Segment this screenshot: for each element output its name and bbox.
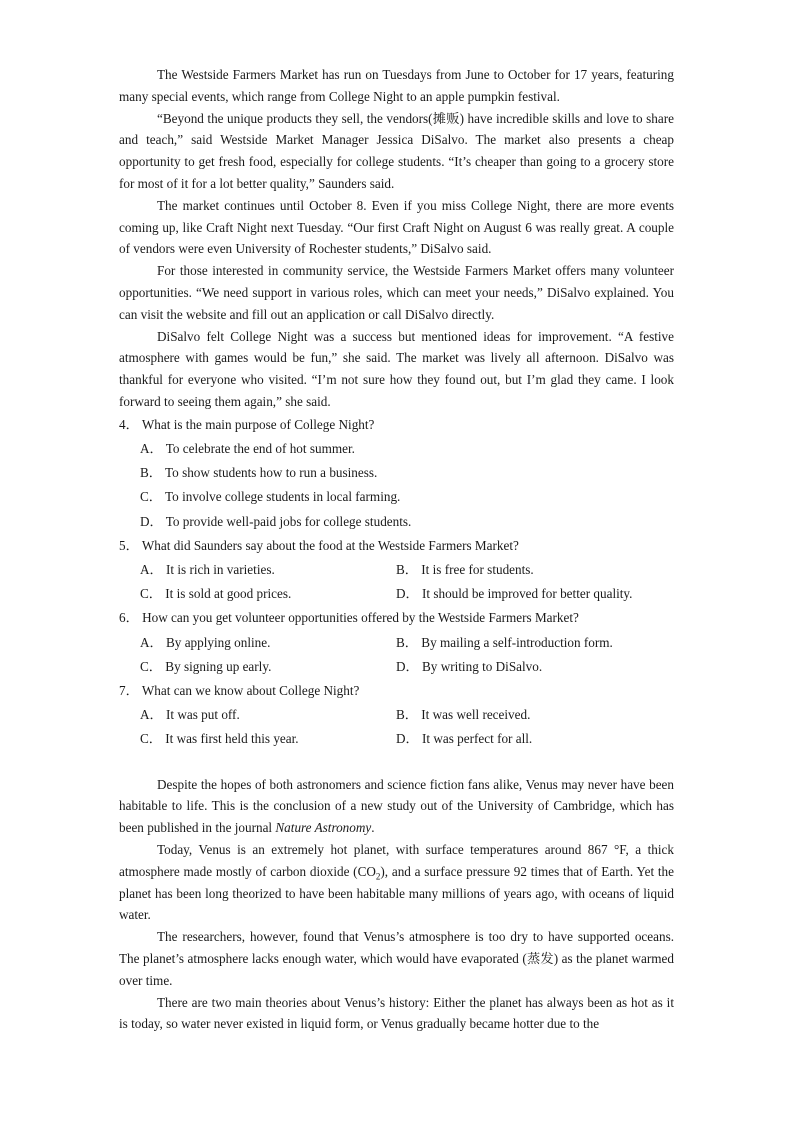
option-a: A． By applying online. bbox=[140, 634, 271, 650]
option-d: D． To provide well-paid jobs for college students. bbox=[140, 513, 412, 529]
option-b: B． By mailing a self-introduction form. bbox=[396, 634, 613, 650]
paragraph: “Beyond the unique products they sell, the vendors(摊贩) have incredible skills and love to share and teach,” said Westside Market Manager Jessica DiSalvo. The market also presents a cheap opportunity to get fresh food, especially for college students. “It’s cheaper than going to a grocery store for most of it for a lot better quality,” Saunders said. bbox=[119, 110, 674, 191]
passage-d bbox=[119, 774, 674, 1036]
paragraph: For those interested in community service, the Westside Farmers Market offers many volunteer opportunities. “We need support in various roles, which can meet your needs,” DiSalvo explained. You can visit the website and fill out an application or call DiSalvo directly. bbox=[119, 263, 674, 322]
paragraph bbox=[119, 774, 674, 839]
option-row bbox=[119, 727, 674, 751]
passage-c bbox=[119, 64, 674, 413]
document-page bbox=[119, 64, 674, 1035]
paragraph: DiSalvo felt College Night was a success but mentioned ideas for improvement. “A festive atmosphere with games would be fun,” she said. The market was lively all afternoon. DiSalvo was thankful for everyone who visited. “I’m not sure how they found out, but I’m glad they came. I look forward to seeing them again,” she said. bbox=[119, 328, 674, 409]
option-b: B． It is free for students. bbox=[396, 561, 534, 577]
option-a: A． It is rich in varieties. bbox=[140, 561, 275, 577]
paragraph-text: Today, Venus is an extremely hot planet, with surface temperatures around 867 °F, a thick atmosphere made mostly of carbon dioxide (CO bbox=[119, 841, 674, 879]
subscript: 2 bbox=[375, 871, 381, 882]
option-row bbox=[119, 631, 674, 655]
question-stem: 5． What did Saunders say about the food at the Westside Farmers Market? bbox=[119, 537, 519, 553]
option-c: C． To involve college students in local farming. bbox=[140, 489, 401, 505]
option-d: D． By writing to DiSalvo. bbox=[396, 658, 543, 674]
question-stem: 7． What can we know about College Night? bbox=[119, 682, 360, 698]
option-b: B． It was well received. bbox=[396, 707, 531, 723]
option-row bbox=[119, 558, 674, 582]
paragraph bbox=[119, 839, 674, 926]
question-4 bbox=[119, 413, 674, 534]
paragraph-text: Despite the hopes of both astronomers and science fiction fans alike, Venus may never have been habitable to life. This is the conclusion of a new study out of the University of Cambridge, which has been published in the journal bbox=[119, 776, 674, 836]
option-b: B． To show students how to run a business. bbox=[140, 465, 378, 481]
paragraph-text: ), and a surface pressure 92 times that of Earth. Yet the planet has been long theorized to have been habitable many millions of years ago, with oceans of liquid water. bbox=[119, 863, 674, 923]
option-row bbox=[119, 703, 674, 727]
paragraph-text: . bbox=[371, 820, 375, 836]
question-7 bbox=[119, 679, 674, 752]
option-row bbox=[119, 582, 674, 606]
option-row bbox=[119, 655, 674, 679]
option-c: C． It was first held this year. bbox=[140, 731, 299, 747]
section-gap bbox=[119, 752, 674, 774]
paragraph: The market continues until October 8. Even if you miss College Night, there are more events coming up, like Craft Night next Tuesday. “Our first Craft Night on August 6 was really great. A couple of vendors were even University of Rochester students,” DiSalvo said. bbox=[119, 197, 674, 257]
option-a: A． To celebrate the end of hot summer. bbox=[140, 440, 355, 456]
option-c: C． By signing up early. bbox=[140, 658, 272, 674]
question-stem: 6． How can you get volunteer opportunities offered by the Westside Farmers Market? bbox=[119, 610, 579, 626]
option-d: D． It should be improved for better quality. bbox=[396, 586, 633, 602]
paragraph: The Westside Farmers Market has run on Tuesdays from June to October for 17 years, featuring many special events, which range from College Night to an apple pumpkin festival. bbox=[119, 67, 674, 104]
paragraph: There are two main theories about Venus’s history: Either the planet has always been as hot as it is today, so water never existed in liquid form, or Venus gradually became hotter due to the bbox=[119, 994, 674, 1032]
option-c: C． It is sold at good prices. bbox=[140, 586, 292, 602]
question-5 bbox=[119, 534, 674, 607]
option-a: A． It was put off. bbox=[140, 707, 240, 723]
paragraph: The researchers, however, found that Venus’s atmosphere is too dry to have supported oceans. The planet’s atmosphere lacks enough water, which would have evaporated (蒸发) as the planet warmed over time. bbox=[119, 929, 674, 988]
question-stem: 4． What is the main purpose of College Night? bbox=[119, 416, 375, 432]
option-d: D． It was perfect for all. bbox=[396, 731, 533, 747]
question-6 bbox=[119, 606, 674, 679]
journal-title: Nature Astronomy bbox=[275, 820, 372, 836]
